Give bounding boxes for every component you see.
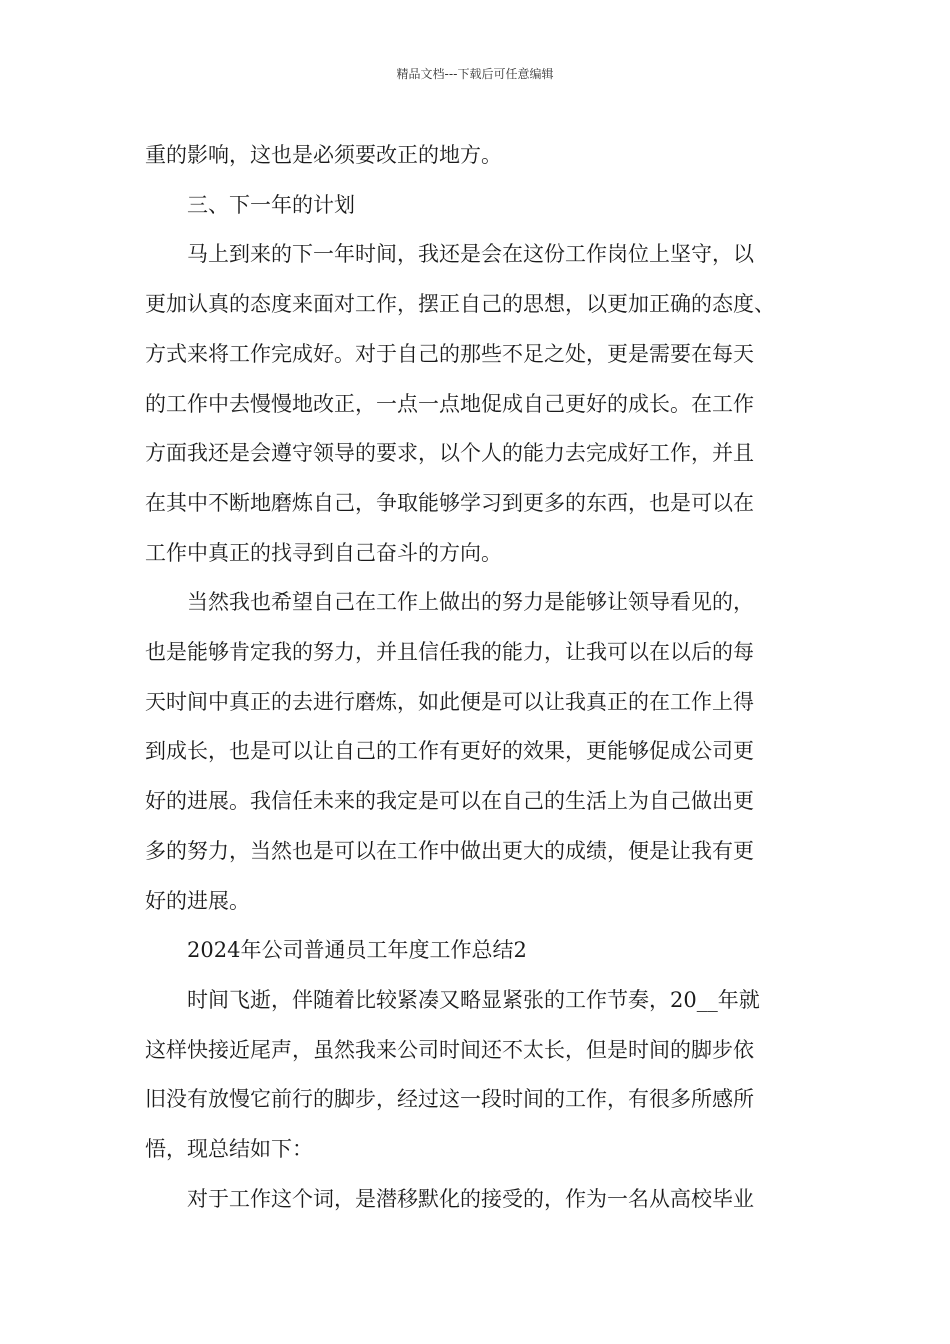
text-line: 当然我也希望自己在工作上做出的努力是能够让领导看见的， [187,590,754,615]
text-line: 在其中不断地磨炼自己，争取能够学习到更多的东西，也是可以在 [145,490,754,515]
text-line: 对于工作这个词，是潜移默化的接受的，作为一名从高校毕业 [187,1186,754,1211]
text-line: 也是能够肯定我的努力，并且信任我的能力，让我可以在以后的每 [145,640,754,665]
text-line: 这样快接近尾声，虽然我来公司时间还不太长，但是时间的脚步依 [145,1037,754,1062]
text-line: 方式来将工作完成好。对于自己的那些不足之处，更是需要在每天 [145,341,754,366]
text-line: 旧没有放慢它前行的脚步，经过这一段时间的工作，有很多所感所 [145,1087,754,1112]
text-line: 好的进展。 [145,888,250,913]
text-line: 到成长，也是可以让自己的工作有更好的效果，更能够促成公司更 [145,739,754,764]
text-line: 天时间中真正的去进行磨炼，如此便是可以让我真正的在工作上得 [145,689,754,714]
paragraph [145,131,810,181]
paragraph [145,1175,810,1225]
text-line: 的工作中去慢慢地改正，一点一点地促成自己更好的成长。在工作 [145,391,754,416]
text-line: 多的努力，当然也是可以在工作中做出更大的成绩，便是让我有更 [145,838,754,863]
section-heading [145,181,810,231]
document-body [145,131,810,1224]
section-title [145,926,810,976]
text-line: 好的进展。我信任未来的我定是可以在自己的生活上为自己做出更 [145,789,754,814]
header-note: 精品文档---下载后可任意编辑 [396,67,554,81]
text-line: 方面我还是会遵守领导的要求，以个人的能力去完成好工作，并且 [145,441,754,466]
text-line: 马上到来的下一年时间，我还是会在这份工作岗位上坚守，以 [187,242,754,267]
text-line: 重的影响，这也是必须要改正的地方。 [145,143,502,167]
paragraph [145,578,810,926]
text-line: 更加认真的态度来面对工作，摆正自己的思想，以更加正确的态度、 [145,292,775,317]
paragraph [145,230,810,578]
text-line: 时间飞逝，伴随着比较紧凑又略显紧张的工作节奏，20__年就 [187,987,760,1012]
text-line: 三、下一年的计划 [187,192,355,217]
text-line: 2024年公司普通员工年度工作总结2 [187,938,527,963]
text-line: 悟，现总结如下： [145,1137,313,1162]
text-line: 工作中真正的找寻到自己奋斗的方向。 [145,540,502,565]
paragraph [145,976,810,1175]
